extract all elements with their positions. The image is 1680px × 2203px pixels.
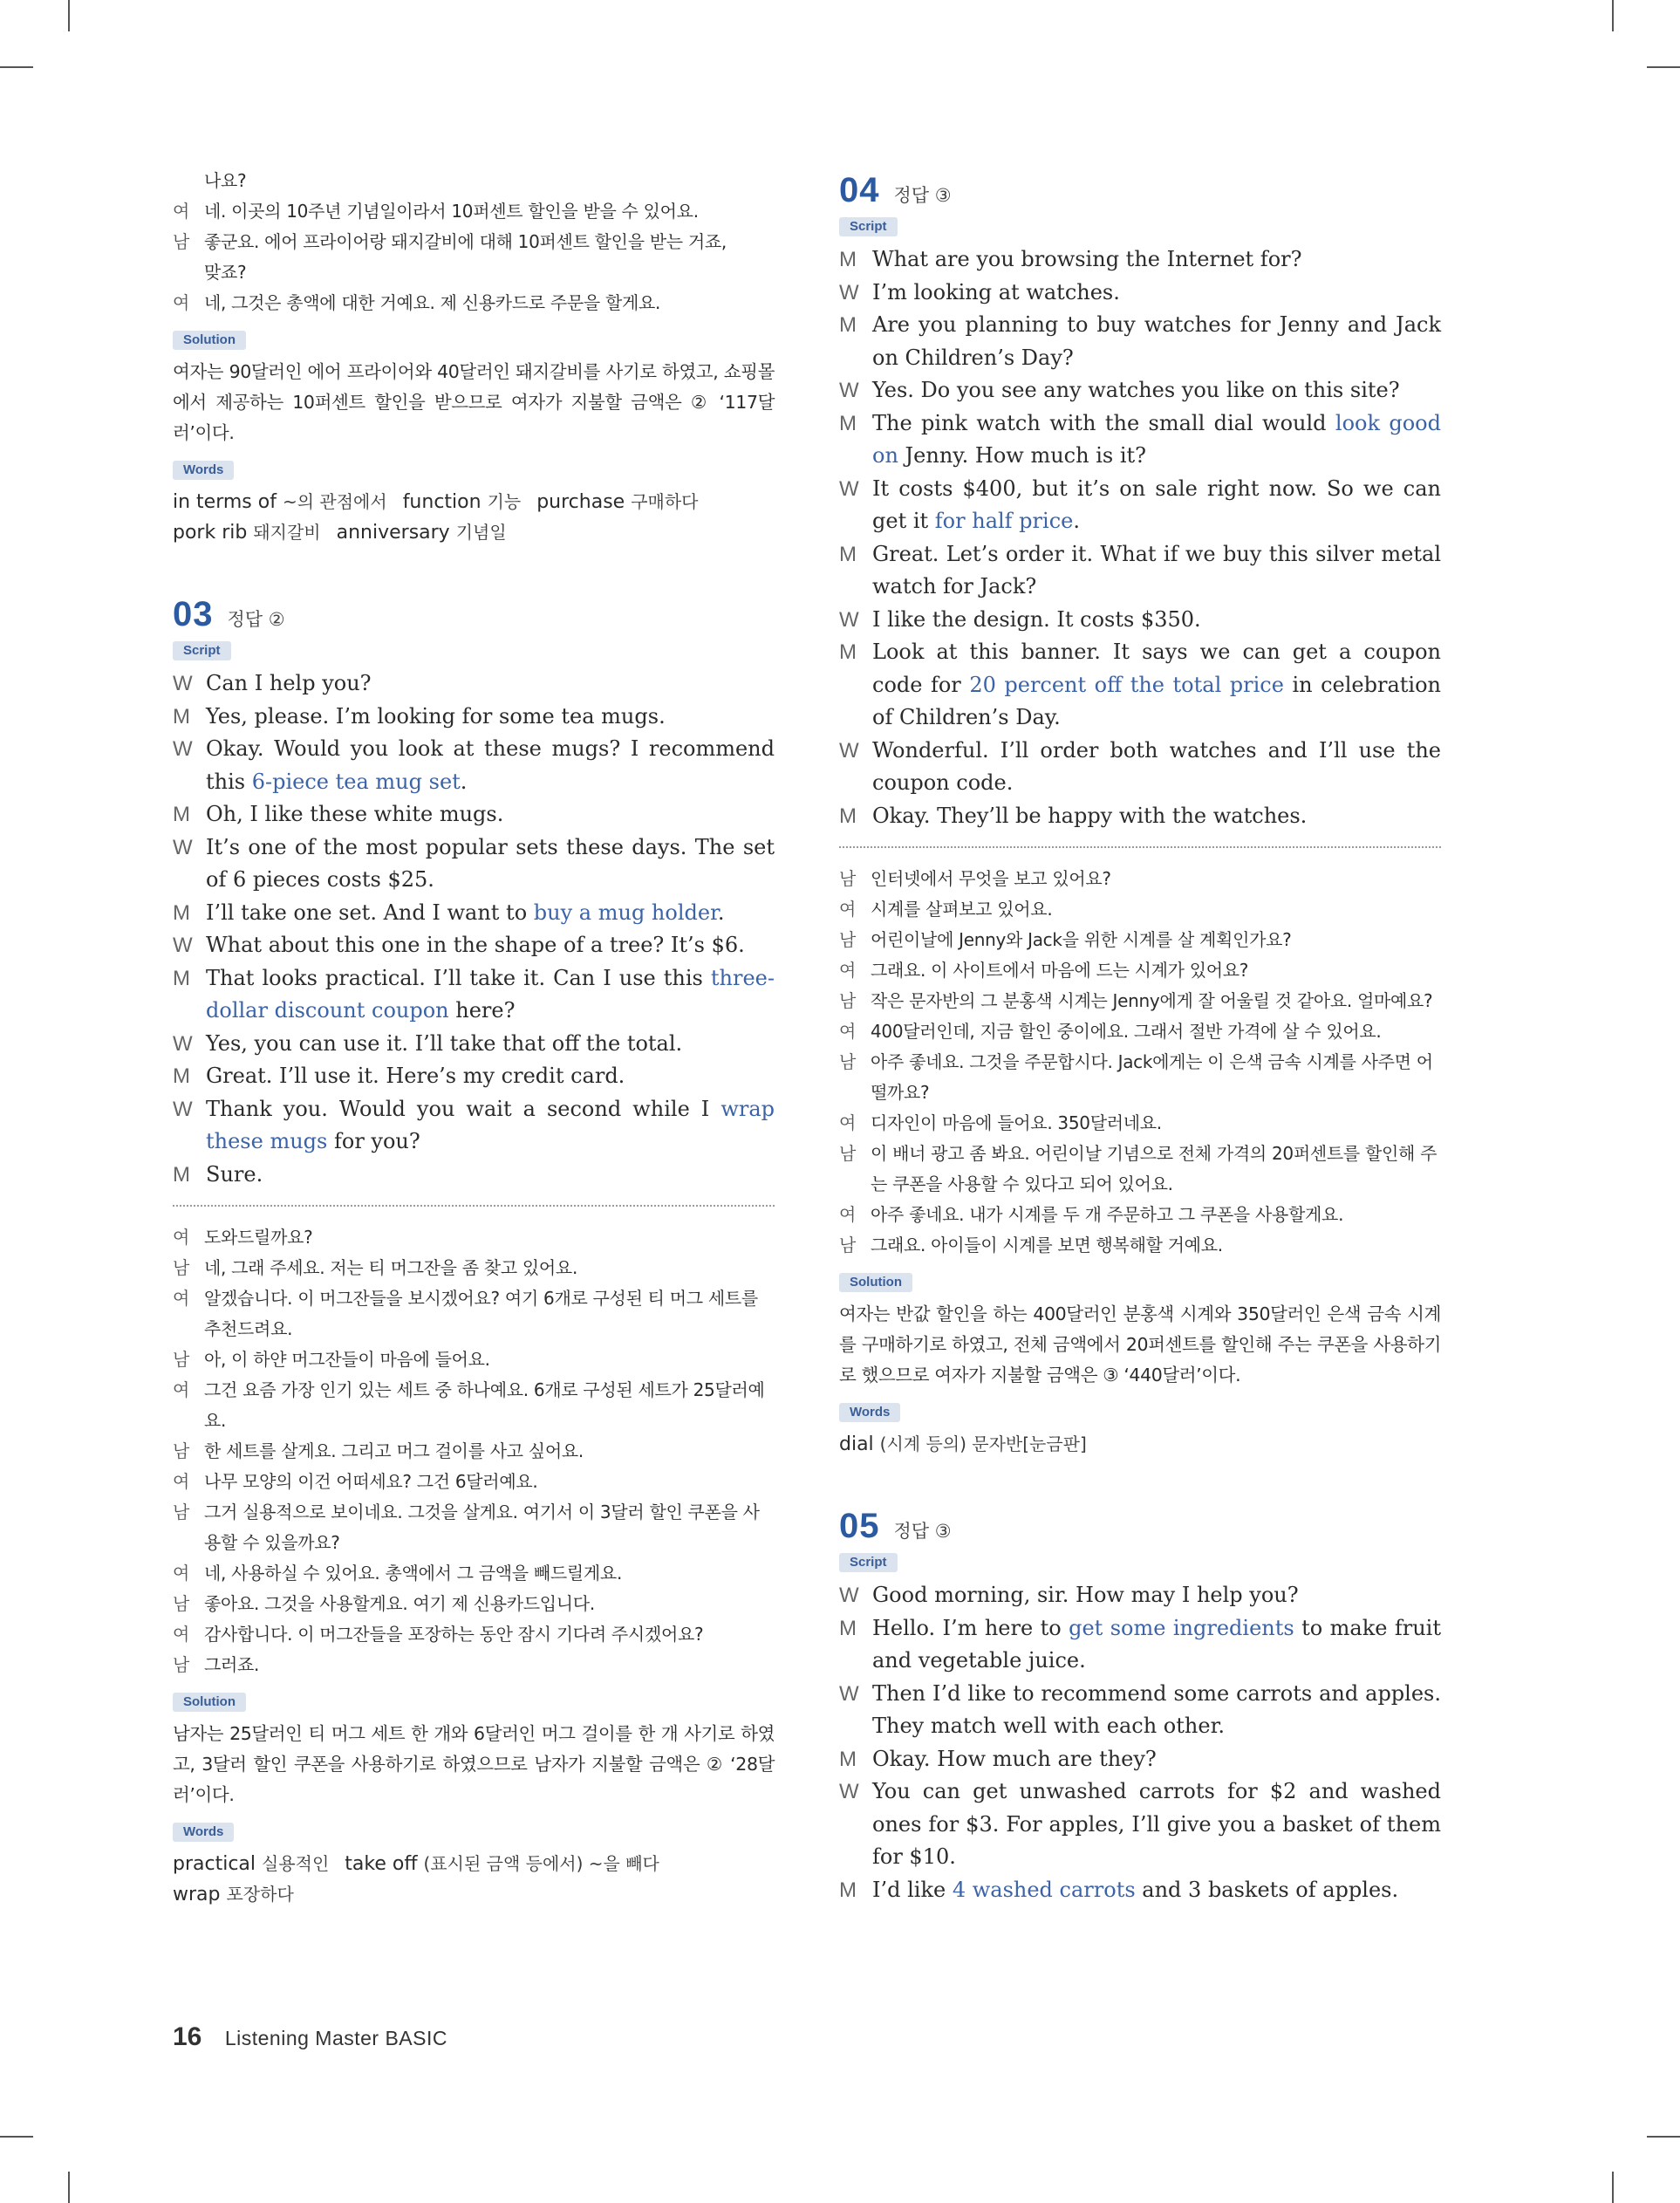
dialogue-line [173, 733, 775, 798]
intro-translation [173, 166, 775, 318]
solution-text: 여자는 90달러인 에어 프라이어와 40달러인 돼지갈비를 사기로 하였고, 쇼핑몰에서 제공하는 10퍼센트 할인을 받으므로 여자가 지불할 금액은 ② ‘117달러’이다. [173, 361, 775, 443]
words-line [173, 517, 775, 548]
translation-line [839, 894, 1441, 925]
word-meaning: (시계 등의) 문자반[눈금판] [879, 1433, 1087, 1454]
dialogue-line [839, 1775, 1441, 1874]
translation-line [173, 227, 775, 257]
script-tag: Script [173, 641, 231, 660]
words-list [839, 1429, 1441, 1460]
script-dialogue [839, 243, 1441, 832]
speaker-label: 남 [173, 1502, 190, 1522]
translation-line [173, 1253, 775, 1283]
speaker-label: 남 [839, 990, 857, 1011]
words-line [173, 1879, 775, 1910]
speaker-label: W [839, 1584, 859, 1607]
word-meaning: ~의 관점에서 [282, 491, 387, 512]
speaker-label: M [839, 640, 857, 664]
speaker-label: 여 [839, 1112, 857, 1133]
translation-text: 그건 요즘 가장 인기 있는 세트 중 하나예요. 6개로 구성된 세트가 25달러예요. [204, 1379, 765, 1431]
speaker-label: W [173, 835, 193, 859]
speaker-label: W [173, 672, 193, 695]
dialogue-line [839, 473, 1441, 538]
dialogue-text: Great. Let’s order it. What if we buy this silver metal watch for Jack? [872, 541, 1441, 599]
speaker-label: 여 [173, 1379, 190, 1400]
dialogue-line [173, 1060, 775, 1093]
word-term: take off [345, 1853, 418, 1875]
translation-line [839, 1016, 1441, 1047]
dialogue-line [839, 277, 1441, 310]
speaker-label: W [173, 737, 193, 761]
dialogue-line [839, 1579, 1441, 1612]
translation-line [839, 864, 1441, 894]
word-meaning: (표시된 금액 등에서) ~을 빼다 [423, 1853, 659, 1874]
speaker-label: 남 [173, 1654, 190, 1675]
translation-line [173, 1497, 775, 1558]
speaker-label: M [173, 900, 190, 925]
crop-mark [68, 2172, 70, 2203]
dialogue-text: Yes, you can use it. I’ll take that off the total. [206, 1030, 683, 1056]
translation-dialogue [839, 864, 1441, 1261]
translation-line [839, 1108, 1441, 1139]
speaker-label: W [839, 476, 859, 501]
dialogue-line [839, 604, 1441, 637]
word-term: anniversary [336, 522, 450, 544]
translation-line [173, 1375, 775, 1436]
speaker-label: M [839, 248, 857, 271]
crop-mark [0, 2136, 33, 2138]
words-line [173, 1849, 775, 1879]
script-dialogue [173, 667, 775, 1191]
speaker-label: M [173, 803, 190, 826]
dialogue-text: Jenny. How much is it? [898, 443, 1147, 468]
translation-text: 아, 이 하얀 머그잔들이 마음에 들어요. [204, 1349, 490, 1370]
translation-line [839, 1230, 1441, 1261]
speaker-label: 여 [839, 1021, 857, 1042]
speaker-label: W [839, 607, 859, 632]
words-list [173, 487, 775, 548]
dialogue-line [839, 538, 1441, 604]
translation-text: 네. 이곳의 10주년 기념일이라서 10퍼센트 할인을 받을 수 있어요. [204, 201, 699, 222]
speaker-label: M [839, 1878, 857, 1902]
translation-text: 알겠습니다. 이 머그잔들을 보시겠어요? 여기 6개로 구성된 티 머그 세트를 추천드려요. [204, 1288, 758, 1339]
translation-line [173, 196, 775, 227]
dialogue-text: What about this one in the shape of a tree? It’s $6. [206, 933, 745, 957]
dialogue-text: I like the design. It costs $350. [872, 606, 1201, 632]
translation-text: 맞죠? [204, 262, 247, 283]
translation-line [173, 1344, 775, 1375]
speaker-label: M [839, 1616, 857, 1640]
speaker-label: W [173, 1097, 193, 1121]
solution-text: 여자는 반값 할인을 하는 400달러인 분홍색 시계와 350달러인 은색 금속 시계를 구매하기로 하였고, 전체 금액에서 20퍼센트를 할인해 주는 쿠폰을 사용하기로 했으므로 여자가 지불할 금액은 ③ ‘440달러’이다. [839, 1303, 1441, 1385]
words-line [839, 1429, 1441, 1460]
translation-text: 아주 좋네요. 그것을 주문합시다. Jack에게는 이 은색 금속 시계를 사주면 어떨까요? [871, 1051, 1433, 1103]
dialogue-text: I’d like [872, 1877, 953, 1902]
translation-text: 한 세트를 살게요. 그리고 머그 걸이를 사고 싶어요. [204, 1440, 584, 1461]
translation-line [173, 1436, 775, 1467]
dotted-divider [173, 1205, 775, 1207]
dialogue-line [839, 1874, 1441, 1907]
dialogue-text: Then I’d like to recommend some carrots and apples. They match well with each other. [872, 1680, 1441, 1738]
dialogue-text: to make fruit and vegetable juice. [872, 1615, 1442, 1673]
translation-line [173, 1589, 775, 1619]
speaker-label: 남 [173, 231, 190, 252]
word-term: purchase [536, 491, 625, 513]
word-term: function [402, 491, 481, 513]
speaker-label: 여 [173, 1563, 190, 1584]
speaker-label: 남 [839, 868, 857, 889]
dialogue-text: Good morning, sir. How may I help you? [872, 1583, 1299, 1607]
translation-line [173, 1222, 775, 1253]
translation-line [839, 1200, 1441, 1230]
translation-text: 네, 그것은 총액에 대한 거예요. 제 신용카드로 주문을 할게요. [204, 292, 661, 313]
translation-text: 나무 모양의 이건 어떠세요? 그건 6달러예요. [204, 1471, 538, 1492]
translation-text: 시계를 살펴보고 있어요. [871, 899, 1053, 920]
dialogue-line [839, 800, 1441, 833]
dialogue-text: for you? [327, 1129, 420, 1153]
question-header [173, 595, 775, 634]
dialogue-line [839, 243, 1441, 277]
speaker-label: M [173, 1162, 190, 1187]
dialogue-text: It costs $400, but it’s on sale right now. So we can get it [872, 475, 1441, 533]
speaker-label: 남 [839, 1235, 857, 1255]
dialogue-text: and 3 baskets of apples. [1135, 1877, 1399, 1902]
dialogue-text: . [460, 769, 468, 794]
speaker-label: 여 [839, 1204, 857, 1225]
dialogue-text: Okay. Would you look at these mugs? I recommend this [206, 736, 775, 794]
words-tag: Words [173, 1823, 234, 1842]
dialogue-text: in celebration of Children’s Day. [872, 672, 1441, 729]
dialogue-text: . [717, 900, 725, 925]
dialogue-line [173, 962, 775, 1028]
question-header [839, 171, 1441, 210]
translation-text: 그래요. 아이들이 시계를 보면 행복해할 거예요. [871, 1235, 1223, 1255]
highlighted-phrase: wrap these mugs [206, 1096, 775, 1153]
speaker-label: W [839, 1681, 859, 1706]
dialogue-line [839, 1612, 1441, 1678]
speaker-label: 남 [173, 1257, 190, 1278]
crop-mark [1647, 66, 1680, 68]
dialogue-text: Hello. I’m here to [872, 1615, 1069, 1640]
speaker-label: 남 [839, 1051, 857, 1072]
dialogue-text: I’ll take one set. And I want to [206, 900, 534, 925]
translation-text: 400달러인데, 지금 할인 중이에요. 그래서 절반 가격에 살 수 있어요. [871, 1021, 1382, 1042]
speaker-label: 남 [173, 1440, 190, 1461]
question-number: 05 [839, 1507, 880, 1545]
speaker-label: 여 [173, 1624, 190, 1645]
speaker-label: M [839, 411, 857, 435]
dialogue-text: What are you browsing the Internet for? [872, 247, 1302, 271]
dialogue-text: Okay. How much are they? [872, 1746, 1157, 1771]
dialogue-text: Oh, I like these white mugs. [206, 802, 504, 826]
dialogue-line [173, 897, 775, 930]
dialogue-text: Sure. [206, 1161, 263, 1187]
speaker-label: 남 [839, 1143, 857, 1164]
translation-text: 아주 좋네요. 내가 시계를 두 개 주문하고 그 쿠폰을 사용할게요. [871, 1204, 1344, 1225]
translation-text: 네, 사용하실 수 있어요. 총액에서 그 금액을 빼드릴게요. [204, 1563, 623, 1584]
speaker-label: M [173, 1064, 190, 1088]
translation-dialogue [173, 1222, 775, 1680]
question-number: 03 [173, 595, 214, 633]
dialogue-text: Thank you. Would you wait a second while I [206, 1096, 721, 1121]
translation-line [839, 955, 1441, 986]
dialogue-text: here? [448, 998, 516, 1023]
speaker-label: W [173, 934, 193, 957]
answer-label: 정답 ③ [893, 1521, 952, 1542]
dialogue-text: You can get unwashed carrots for $2 and washed ones for $3. For apples, I’ll give you a basket of them for $10. [872, 1779, 1441, 1869]
speaker-label: W [839, 280, 859, 304]
speaker-label: W [839, 738, 859, 763]
speaker-label: W [173, 1031, 193, 1056]
translation-text: 이 배너 광고 좀 봐요. 어린이날 기념으로 전체 가격의 20퍼센트를 할인해 주는 쿠폰을 사용할 수 있다고 되어 있어요. [871, 1143, 1438, 1194]
translation-line [839, 1139, 1441, 1200]
translation-text: 네, 그래 주세요. 저는 티 머그잔을 좀 찾고 있어요. [204, 1257, 578, 1278]
answer-label: 정답 ③ [893, 185, 952, 206]
solution-text: 남자는 25달러인 티 머그 세트 한 개와 6달러인 머그 걸이를 한 개 사기로 하였고, 3달러 할인 쿠폰을 사용하기로 하였으므로 남자가 지불할 금액은 ② ‘28달러’이다. [173, 1723, 775, 1805]
speaker-label: W [839, 1780, 859, 1803]
translation-line [173, 1283, 775, 1344]
translation-text: 인터넷에서 무엇을 보고 있어요? [871, 868, 1111, 889]
word-meaning: 돼지갈비 [253, 522, 321, 543]
dialogue-text: Wonderful. I’ll order both watches and I’ll use the coupon code. [872, 737, 1441, 795]
solution-tag: Solution [839, 1273, 912, 1292]
dialogue-line [173, 1159, 775, 1192]
speaker-label: 여 [173, 292, 190, 313]
dialogue-text: I’m looking at watches. [872, 279, 1120, 304]
translation-text: 그거 실용적으로 보이네요. 그것을 살게요. 여기서 이 3달러 할인 쿠폰을 사용할 수 있을까요? [204, 1502, 760, 1553]
solution-tag: Solution [173, 1693, 246, 1712]
speaker-label: 여 [173, 1471, 190, 1492]
word-term: in terms of [173, 491, 277, 513]
dialogue-line [173, 798, 775, 831]
translation-line [173, 1558, 775, 1589]
dialogue-text: Can I help you? [206, 671, 372, 695]
question-number: 04 [839, 171, 880, 209]
dialogue-text: Look at this banner. It says we can get a coupon code for [872, 640, 1441, 697]
words-line [173, 487, 775, 517]
dialogue-line [173, 667, 775, 701]
dialogue-line [173, 831, 775, 897]
dialogue-text: Great. I’ll use it. Here’s my credit card. [206, 1064, 625, 1088]
answer-label: 정답 ② [227, 609, 285, 630]
translation-text: 그래요. 이 사이트에서 마음에 드는 시계가 있어요? [871, 960, 1249, 981]
translation-text: 좋아요. 그것을 사용할게요. 여기 제 신용카드입니다. [204, 1593, 595, 1614]
dialogue-line [173, 929, 775, 962]
page-footer [173, 2022, 447, 2052]
dialogue-text: Yes, please. I’m looking for some tea mugs. [206, 703, 666, 729]
crop-mark [1647, 2136, 1680, 2138]
translation-line [839, 925, 1441, 955]
translation-line [173, 1467, 775, 1497]
speaker-label: M [839, 542, 857, 566]
translation-line [173, 1650, 775, 1680]
dialogue-text: Are you planning to buy watches for Jenny and Jack on Children’s Day? [872, 312, 1441, 370]
speaker-label: 남 [839, 929, 857, 950]
speaker-label: M [839, 313, 857, 337]
book-title: Listening Master BASIC [224, 2027, 447, 2049]
dialogue-line [173, 1028, 775, 1061]
translation-line [173, 1619, 775, 1650]
word-meaning: 기념일 [455, 522, 507, 543]
dialogue-line [173, 701, 775, 734]
translation-text: 도와드릴까요? [204, 1227, 313, 1248]
right-column [839, 166, 1441, 1906]
dialogue-text: Okay. They’ll be happy with the watches. [872, 803, 1308, 828]
translation-text: 좋군요. 에어 프라이어랑 돼지갈비에 대해 10퍼센트 할인을 받는 거죠, [204, 231, 727, 252]
dotted-divider [839, 846, 1441, 848]
word-meaning: 포장하다 [226, 1884, 294, 1905]
translation-line [839, 986, 1441, 1016]
left-column [173, 166, 775, 1910]
dialogue-line [839, 1678, 1441, 1743]
crop-mark [1612, 2172, 1614, 2203]
highlighted-phrase: look good on [872, 410, 1441, 468]
question-header [839, 1507, 1441, 1546]
word-meaning: 구매하다 [631, 491, 699, 512]
translation-text: 그러죠. [204, 1654, 260, 1675]
highlighted-phrase: get some ingredients [1069, 1615, 1294, 1640]
translation-line [173, 257, 775, 288]
highlighted-phrase: buy a mug holder [533, 900, 718, 925]
dialogue-line [839, 407, 1441, 473]
speaker-label: 여 [839, 899, 857, 920]
speaker-label: M [173, 966, 190, 990]
translation-text: 디자인이 마음에 들어요. 350달러네요. [871, 1112, 1162, 1133]
translation-text: 어린이날에 Jenny와 Jack을 위한 시계를 살 계획인가요? [871, 929, 1292, 950]
translation-line [173, 288, 775, 318]
speaker-label: M [839, 1747, 857, 1771]
words-list [173, 1849, 775, 1910]
translation-line [839, 1047, 1441, 1108]
dialogue-text: It’s one of the most popular sets these days. The set of 6 pieces costs $25. [206, 834, 775, 892]
speaker-label: 남 [173, 1593, 190, 1614]
dialogue-line [839, 636, 1441, 735]
crop-mark [0, 66, 33, 68]
highlighted-phrase: 4 washed carrots [952, 1877, 1136, 1902]
translation-text: 작은 문자반의 그 분홍색 시계는 Jenny에게 잘 어울릴 것 같아요. 얼마예요? [871, 990, 1433, 1011]
dialogue-text: . [1073, 509, 1080, 533]
dialogue-line [839, 735, 1441, 800]
translation-line [173, 166, 775, 196]
script-tag: Script [839, 1553, 898, 1572]
dialogue-text: That looks practical. I’ll take it. Can I use this [206, 965, 711, 990]
dialogue-text: Yes. Do you see any watches you like on this site? [872, 378, 1400, 402]
speaker-label: 여 [173, 1288, 190, 1309]
crop-mark [68, 0, 70, 31]
dialogue-line [173, 1093, 775, 1159]
translation-text: 감사합니다. 이 머그잔들을 포장하는 동안 잠시 기다려 주시겠어요? [204, 1624, 704, 1645]
speaker-label: 여 [173, 1227, 190, 1248]
translation-text: 나요? [204, 170, 247, 191]
words-tag: Words [173, 461, 234, 480]
highlighted-phrase: three-dollar discount coupon [206, 965, 775, 1023]
speaker-label: W [839, 379, 859, 402]
solution-tag: Solution [173, 331, 246, 350]
crop-mark [1612, 0, 1614, 31]
speaker-label: 여 [173, 201, 190, 222]
word-term: pork rib [173, 522, 248, 544]
words-tag: Words [839, 1403, 900, 1422]
highlighted-phrase: for half price [934, 509, 1074, 533]
dialogue-text: The pink watch with the small dial would [872, 410, 1335, 435]
word-meaning: 실용적인 [262, 1853, 330, 1874]
script-dialogue [839, 1579, 1441, 1906]
speaker-label: 여 [839, 960, 857, 981]
script-tag: Script [839, 217, 898, 236]
word-term: dial [839, 1433, 874, 1455]
dialogue-line [839, 1743, 1441, 1776]
dialogue-line [839, 309, 1441, 374]
word-term: wrap [173, 1884, 221, 1905]
highlighted-phrase: 6-piece tea mug set [251, 769, 461, 794]
word-meaning: 기능 [487, 491, 522, 512]
highlighted-phrase: 20 percent off the total price [969, 672, 1284, 697]
dialogue-line [839, 374, 1441, 407]
word-term: practical [173, 1853, 256, 1875]
speaker-label: M [839, 804, 857, 828]
speaker-label: M [173, 704, 190, 729]
speaker-label: 남 [173, 1349, 190, 1370]
page-number: 16 [173, 2022, 202, 2051]
